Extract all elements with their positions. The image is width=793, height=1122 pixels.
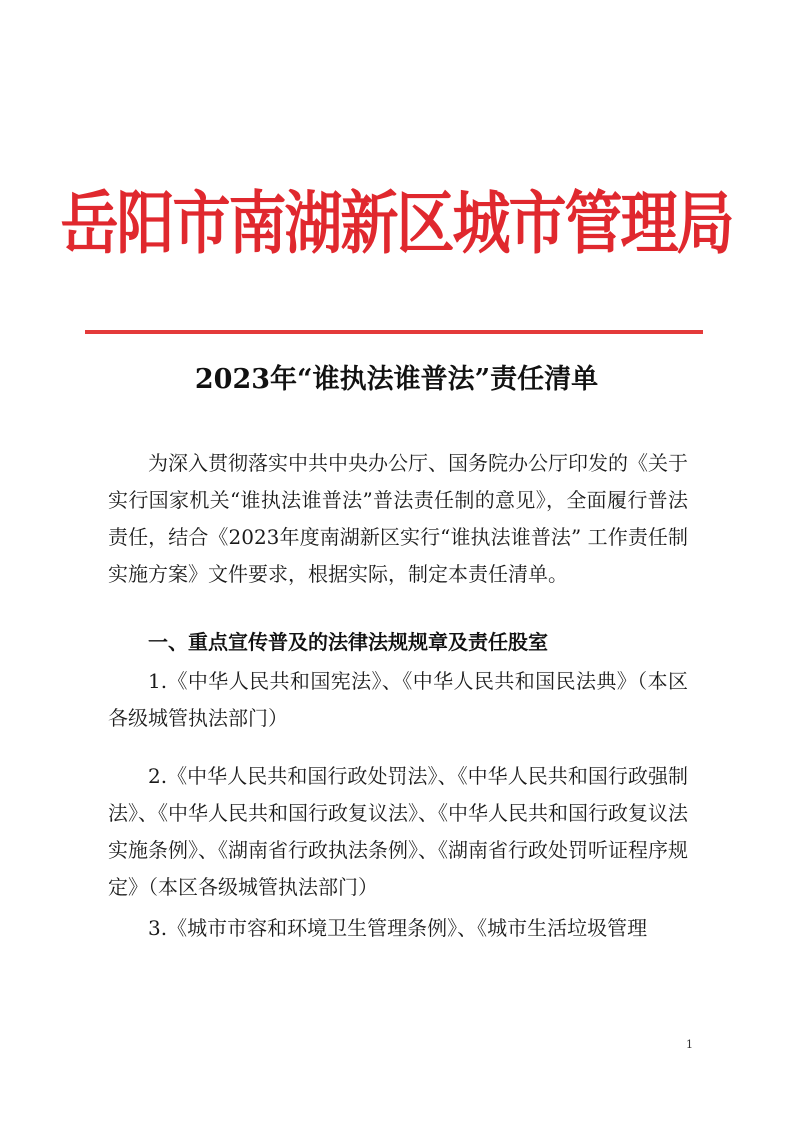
organization-header: 岳阳市南湖新区城市管理局 <box>60 183 733 264</box>
list-item: 1.《中华人民共和国宪法》、《中华人民共和国民法典》（本区各级城管执法部门） <box>108 669 688 730</box>
list-item: 2.《中华人民共和国行政处罚法》、《中华人民共和国行政强制法》、《中华人民共和国行政复议法》、《中华人民共和国行政复议法实施条例》、《湖南省行政执法条例》、《湖南省行政处罚听证程序规定》（本区各级城管执法部门） <box>108 764 688 899</box>
intro-paragraph: 为深入贯彻落实中共中央办公厅、国务院办公厅印发的《关于实行国家机关“谁执法谁普法”普法责任制的意见》，全面履行普法责任，结合《2023年度南湖新区实行“谁执法谁普法” 工作责任制实施方案》文件要求，根据实际，制定本责任清单。 <box>108 451 688 586</box>
red-divider-line <box>85 330 703 334</box>
list-item: 3.《城市市容和环境卫生管理条例》、《城市生活垃圾管理 <box>148 916 648 940</box>
page-number: 1 <box>686 1038 693 1051</box>
section-heading: 一、重点宣传普及的法律法规规章及责任股室 <box>148 630 548 654</box>
document-title: 2023年“谁执法谁普法”责任清单 <box>194 364 599 395</box>
